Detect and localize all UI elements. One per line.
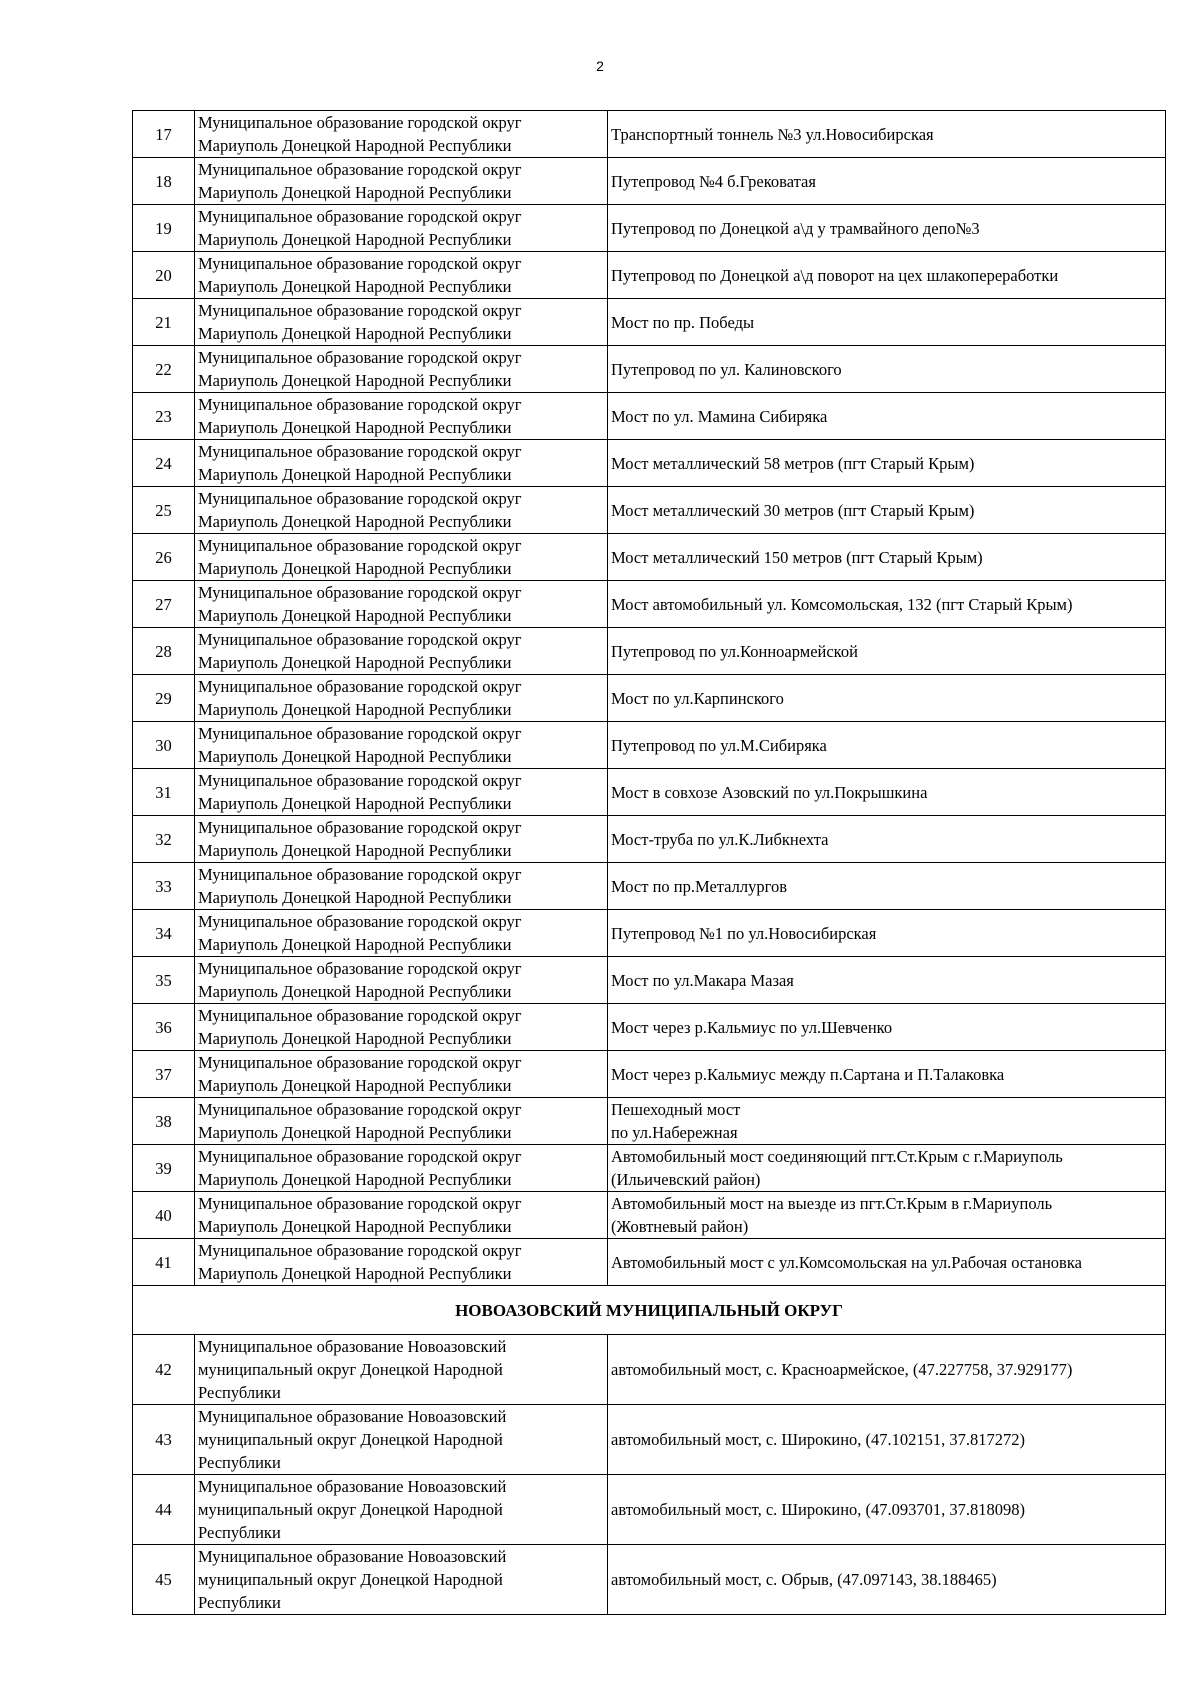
object-cell [608,957,1166,1004]
organization-line: Мариуполь Донецкой Народной Республики [198,136,512,155]
object-cell [608,1475,1166,1545]
organization-line: Мариуполь Донецкой Народной Республики [198,1123,512,1142]
row-number: 19 [133,205,195,252]
organization-line: Муниципальное образование Новоазовский [198,1407,507,1426]
object-line: автомобильный мост, с. Широкино, (47.093701, 37.818098) [611,1500,1026,1519]
object-line: Мост через р.Кальмиус между п.Сартана и П.Талаковка [611,1064,1005,1084]
organization-line: Муниципальное образование городской округ [198,254,522,273]
table-row [133,1239,1166,1286]
object-line: (Жовтневый район) [611,1217,749,1236]
organization-cell [195,1405,608,1475]
organization-line: Мариуполь Донецкой Народной Республики [198,418,512,437]
object-cell [608,1335,1166,1405]
object-line: Транспортный тоннель №3 ул.Новосибирская [611,124,934,144]
organization-line: Мариуполь Донецкой Народной Республики [198,371,512,390]
organization-cell [195,1545,608,1615]
object-cell [608,1051,1166,1098]
table-row [133,534,1166,581]
organization-line: Муниципальное образование городской округ [198,724,522,743]
object-line: (Ильичевский район) [611,1170,761,1189]
organization-cell [195,1051,608,1098]
object-cell [608,1192,1166,1239]
object-line: Мост в совхозе Азовский по ул.Покрышкина [611,782,928,802]
organization-line: Муниципальное образование городской округ [198,536,522,555]
organization-cell [195,487,608,534]
organization-line: Муниципальное образование городской округ [198,207,522,226]
organization-line: муниципальный округ Донецкой Народной [198,1570,503,1589]
organization-line: Муниципальное образование городской округ [198,1006,522,1025]
organization-line: Мариуполь Донецкой Народной Республики [198,700,512,719]
organization-cell [195,581,608,628]
organization-line: Муниципальное образование городской округ [198,912,522,931]
object-cell [608,487,1166,534]
row-number: 17 [133,111,195,158]
organization-line: Муниципальное образование городской округ [198,818,522,837]
organization-line: Мариуполь Донецкой Народной Республики [198,794,512,813]
table-row [133,816,1166,863]
row-number: 38 [133,1098,195,1145]
table-row [133,1335,1166,1405]
organization-line: Муниципальное образование городской округ [198,489,522,508]
object-cell [608,722,1166,769]
object-line: Мост по пр. Победы [611,312,755,332]
row-number: 36 [133,1004,195,1051]
object-line: Мост металлический 150 метров (пгт Старый Крым) [611,547,983,567]
row-number: 41 [133,1239,195,1286]
organization-line: Муниципальное образование городской округ [198,348,522,367]
object-line: автомобильный мост, с. Красноармейское, (47.227758, 37.929177) [611,1360,1073,1379]
organization-line: Мариуполь Донецкой Народной Республики [198,230,512,249]
table-row [133,722,1166,769]
row-number: 21 [133,299,195,346]
row-number: 26 [133,534,195,581]
table-row [133,957,1166,1004]
organization-cell [195,440,608,487]
object-line: Мост по ул. Мамина Сибиряка [611,406,828,426]
object-line: Мост металлический 30 метров (пгт Старый Крым) [611,500,975,520]
object-line: Мост металлический 58 метров (пгт Старый Крым) [611,453,975,473]
object-line: Мост автомобильный ул. Комсомольская, 132 (пгт Старый Крым) [611,594,1073,614]
object-line: Автомобильный мост с ул.Комсомольская на ул.Рабочая остановка [611,1252,1082,1272]
object-cell [608,252,1166,299]
object-cell [608,581,1166,628]
organization-cell [195,722,608,769]
object-cell [608,393,1166,440]
object-cell [608,1239,1166,1286]
object-cell [608,1145,1166,1192]
row-number: 24 [133,440,195,487]
table-row [133,440,1166,487]
row-number: 25 [133,487,195,534]
organization-line: Мариуполь Донецкой Народной Республики [198,841,512,860]
row-number: 20 [133,252,195,299]
organization-line: Республики [198,1593,281,1612]
row-number: 35 [133,957,195,1004]
object-line: Путепровод по Донецкой а\д поворот на цех шлакопереработки [611,265,1059,285]
organization-line: муниципальный округ Донецкой Народной [198,1360,503,1379]
table-row [133,1405,1166,1475]
organization-line: Республики [198,1523,281,1542]
table-row [133,111,1166,158]
organization-line: Муниципальное образование городской округ [198,865,522,884]
object-cell [608,440,1166,487]
organization-line: Муниципальное образование городской округ [198,301,522,320]
object-line: Мост-труба по ул.К.Либкнехта [611,829,829,849]
organization-line: Мариуполь Донецкой Народной Республики [198,183,512,202]
organization-line: Республики [198,1383,281,1402]
row-number: 28 [133,628,195,675]
object-cell [608,1004,1166,1051]
organization-line: Муниципальное образование городской округ [198,1241,522,1260]
organization-cell [195,1475,608,1545]
object-cell [608,675,1166,722]
row-number: 31 [133,769,195,816]
object-cell [608,910,1166,957]
object-cell [608,158,1166,205]
section-title: НОВОАЗОВСКИЙ МУНИЦИПАЛЬНЫЙ ОКРУГ [133,1286,1166,1335]
object-cell [608,769,1166,816]
organization-cell [195,299,608,346]
organization-cell [195,628,608,675]
object-cell [608,299,1166,346]
organization-cell [195,393,608,440]
object-line: Путепровод по ул.Конноармейской [611,641,858,661]
organization-line: Мариуполь Донецкой Народной Республики [198,1217,512,1236]
page-number: 2 [596,58,604,74]
row-number: 37 [133,1051,195,1098]
object-cell [608,205,1166,252]
object-cell [608,816,1166,863]
table-row [133,393,1166,440]
table-row [133,299,1166,346]
organization-line: Мариуполь Донецкой Народной Республики [198,888,512,907]
organization-line: Мариуполь Донецкой Народной Республики [198,653,512,672]
table-row [133,158,1166,205]
table-row [133,1192,1166,1239]
organization-line: Мариуполь Донецкой Народной Республики [198,982,512,1001]
organization-line: Мариуполь Донецкой Народной Республики [198,1029,512,1048]
table-row [133,581,1166,628]
object-line: автомобильный мост, с. Обрыв, (47.097143, 38.188465) [611,1570,997,1589]
organization-cell [195,1145,608,1192]
row-number: 44 [133,1475,195,1545]
organization-line: Муниципальное образование Новоазовский [198,1337,507,1356]
object-line: Путепровод по ул. Калиновского [611,359,842,379]
object-cell [608,346,1166,393]
row-number: 23 [133,393,195,440]
table-row [133,1004,1166,1051]
table-row [133,628,1166,675]
object-cell [608,111,1166,158]
organization-line: Мариуполь Донецкой Народной Республики [198,277,512,296]
novo-rows [133,1335,1166,1615]
organization-line: Мариуполь Донецкой Народной Республики [198,935,512,954]
organization-line: Мариуполь Донецкой Народной Республики [198,324,512,343]
row-number: 32 [133,816,195,863]
bridges-table [132,110,1166,1615]
organization-cell [195,863,608,910]
table-row [133,1051,1166,1098]
organization-cell [195,1335,608,1405]
object-line: Мост по пр.Металлургов [611,876,788,896]
organization-line: муниципальный округ Донецкой Народной [198,1430,503,1449]
organization-cell [195,346,608,393]
object-line: по ул.Набережная [611,1123,738,1142]
organization-line: Муниципальное образование Новоазовский [198,1547,507,1566]
organization-line: Муниципальное образование городской округ [198,113,522,132]
organization-cell [195,1192,608,1239]
object-line: Путепровод по Донецкой а\д у трамвайного депо№3 [611,218,980,238]
row-number: 30 [133,722,195,769]
object-line: Автомобильный мост соединяющий пгт.Ст.Крым с г.Мариуполь [611,1147,1063,1166]
table-row [133,1098,1166,1145]
row-number: 27 [133,581,195,628]
organization-cell [195,1098,608,1145]
organization-line: Муниципальное образование Новоазовский [198,1477,507,1496]
row-number: 22 [133,346,195,393]
object-cell [608,1545,1166,1615]
object-line: Путепровод №4 б.Грековатая [611,171,816,191]
organization-line: Мариуполь Донецкой Народной Республики [198,465,512,484]
organization-line: Муниципальное образование городской округ [198,160,522,179]
table-row [133,487,1166,534]
organization-cell [195,158,608,205]
row-number: 43 [133,1405,195,1475]
organization-line: Муниципальное образование городской округ [198,1194,522,1213]
section-header-row [133,1286,1166,1335]
object-cell [608,628,1166,675]
organization-line: Мариуполь Донецкой Народной Республики [198,1264,512,1283]
organization-line: Муниципальное образование городской округ [198,1053,522,1072]
table-row [133,346,1166,393]
object-line: Путепровод по ул.М.Сибиряка [611,735,827,755]
organization-line: Мариуполь Донецкой Народной Республики [198,1170,512,1189]
row-number: 45 [133,1545,195,1615]
organization-line: Муниципальное образование городской округ [198,959,522,978]
organization-cell [195,957,608,1004]
organization-line: Муниципальное образование городской округ [198,630,522,649]
organization-line: Муниципальное образование городской округ [198,1147,522,1166]
organization-line: муниципальный округ Донецкой Народной [198,1500,503,1519]
organization-line: Муниципальное образование городской округ [198,442,522,461]
organization-line: Мариуполь Донецкой Народной Республики [198,747,512,766]
table-row [133,910,1166,957]
row-number: 42 [133,1335,195,1405]
object-cell [608,1405,1166,1475]
object-line: автомобильный мост, с. Широкино, (47.102151, 37.817272) [611,1430,1026,1449]
organization-line: Муниципальное образование городской округ [198,771,522,790]
table-row [133,1475,1166,1545]
table-row [133,1545,1166,1615]
object-line: Автомобильный мост на выезде из пгт.Ст.Крым в г.Мариуполь [611,1194,1053,1213]
row-number: 39 [133,1145,195,1192]
table-row [133,769,1166,816]
city-rows [133,111,1166,1286]
object-line: Мост по ул.Карпинского [611,688,784,708]
object-cell [608,1098,1166,1145]
row-number: 18 [133,158,195,205]
table-row [133,205,1166,252]
organization-cell [195,816,608,863]
organization-cell [195,1239,608,1286]
organization-line: Мариуполь Донецкой Народной Республики [198,1076,512,1095]
row-number: 34 [133,910,195,957]
object-line: Путепровод №1 по ул.Новосибирская [611,923,877,943]
organization-cell [195,111,608,158]
object-cell [608,863,1166,910]
organization-line: Муниципальное образование городской округ [198,677,522,696]
object-line: Мост по ул.Макара Мазая [611,970,794,990]
organization-cell [195,252,608,299]
organization-cell [195,769,608,816]
organization-cell [195,205,608,252]
organization-cell [195,675,608,722]
table-row [133,675,1166,722]
organization-cell [195,910,608,957]
table-row [133,252,1166,299]
organization-cell [195,1004,608,1051]
object-cell [608,534,1166,581]
organization-line: Муниципальное образование городской округ [198,395,522,414]
row-number: 29 [133,675,195,722]
row-number: 40 [133,1192,195,1239]
table-row [133,1145,1166,1192]
organization-line: Мариуполь Донецкой Народной Республики [198,559,512,578]
organization-line: Муниципальное образование городской округ [198,1100,522,1119]
organization-line: Мариуполь Донецкой Народной Республики [198,606,512,625]
organization-cell [195,534,608,581]
organization-line: Республики [198,1453,281,1472]
table-row [133,863,1166,910]
object-line: Мост через р.Кальмиус по ул.Шевченко [611,1017,893,1037]
organization-line: Мариуполь Донецкой Народной Республики [198,512,512,531]
object-line: Пешеходный мост [611,1100,741,1119]
organization-line: Муниципальное образование городской округ [198,583,522,602]
row-number: 33 [133,863,195,910]
